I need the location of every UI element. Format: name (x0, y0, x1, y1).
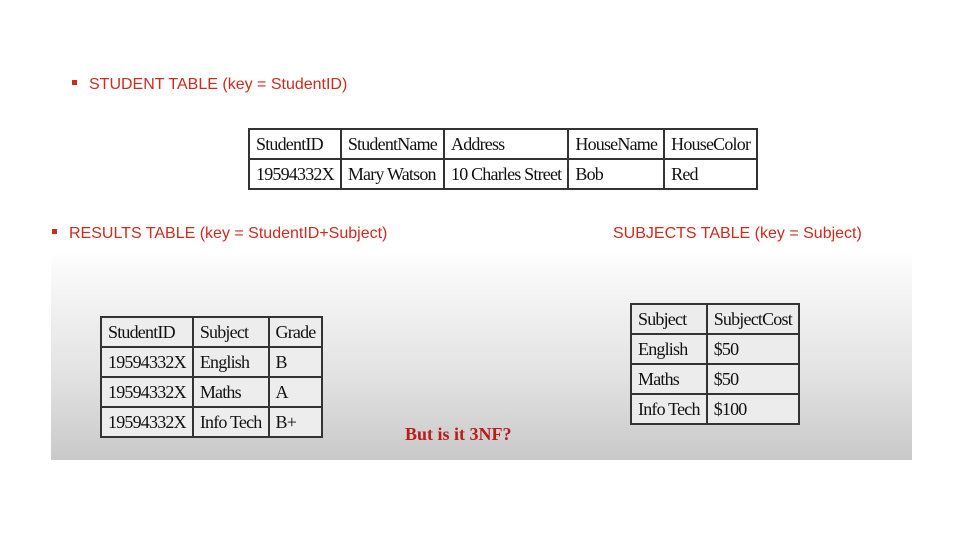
table-row (631, 334, 799, 364)
table-row (101, 377, 322, 407)
table-row (631, 364, 799, 394)
header-cell: SubjectCost (707, 304, 799, 334)
table-cell: Info Tech (193, 407, 269, 437)
header-cell: Grade (269, 317, 323, 347)
student-table (248, 128, 758, 190)
question-text: But is it 3NF? (405, 424, 512, 444)
table-cell: $100 (707, 394, 799, 424)
table-cell: 19594332X (101, 347, 193, 377)
table-cell: 19594332X (101, 377, 193, 407)
table-cell: Maths (193, 377, 269, 407)
table-cell: Bob (568, 159, 664, 189)
header-cell: StudentID (101, 317, 193, 347)
subjects-heading-text: SUBJECTS TABLE (key = Subject) (613, 225, 862, 242)
table-cell: Red (664, 159, 757, 189)
results-table-heading (52, 225, 387, 243)
table-header-row (249, 129, 757, 159)
subjects-table (630, 303, 800, 425)
subjects-table-heading (613, 225, 862, 243)
table-cell: $50 (707, 364, 799, 394)
table-row (101, 407, 322, 437)
table-header-row (631, 304, 799, 334)
table-cell: B (269, 347, 323, 377)
header-cell: StudentID (249, 129, 341, 159)
table-row (101, 347, 322, 377)
table-cell: 19594332X (101, 407, 193, 437)
header-cell: HouseName (568, 129, 664, 159)
header-cell: StudentName (341, 129, 444, 159)
table-cell: Info Tech (631, 394, 707, 424)
results-heading-text: RESULTS TABLE (key = StudentID+Subject) (69, 225, 388, 242)
table-cell: Mary Watson (341, 159, 444, 189)
table-cell: 19594332X (249, 159, 341, 189)
table-row (631, 394, 799, 424)
table-cell: B+ (269, 407, 323, 437)
table-cell: English (193, 347, 269, 377)
table-cell: 10 Charles Street (444, 159, 568, 189)
header-cell: HouseColor (664, 129, 757, 159)
bullet-icon (52, 229, 57, 234)
student-heading-text: STUDENT TABLE (key = StudentID) (89, 76, 348, 93)
bullet-icon (72, 80, 77, 85)
table-cell: Maths (631, 364, 707, 394)
table-cell: English (631, 334, 707, 364)
results-table (100, 316, 323, 438)
header-cell: Address (444, 129, 568, 159)
student-table-heading (72, 76, 347, 94)
table-row (249, 159, 757, 189)
table-cell: $50 (707, 334, 799, 364)
header-cell: Subject (193, 317, 269, 347)
header-cell: Subject (631, 304, 707, 334)
table-header-row (101, 317, 322, 347)
table-cell: A (269, 377, 323, 407)
